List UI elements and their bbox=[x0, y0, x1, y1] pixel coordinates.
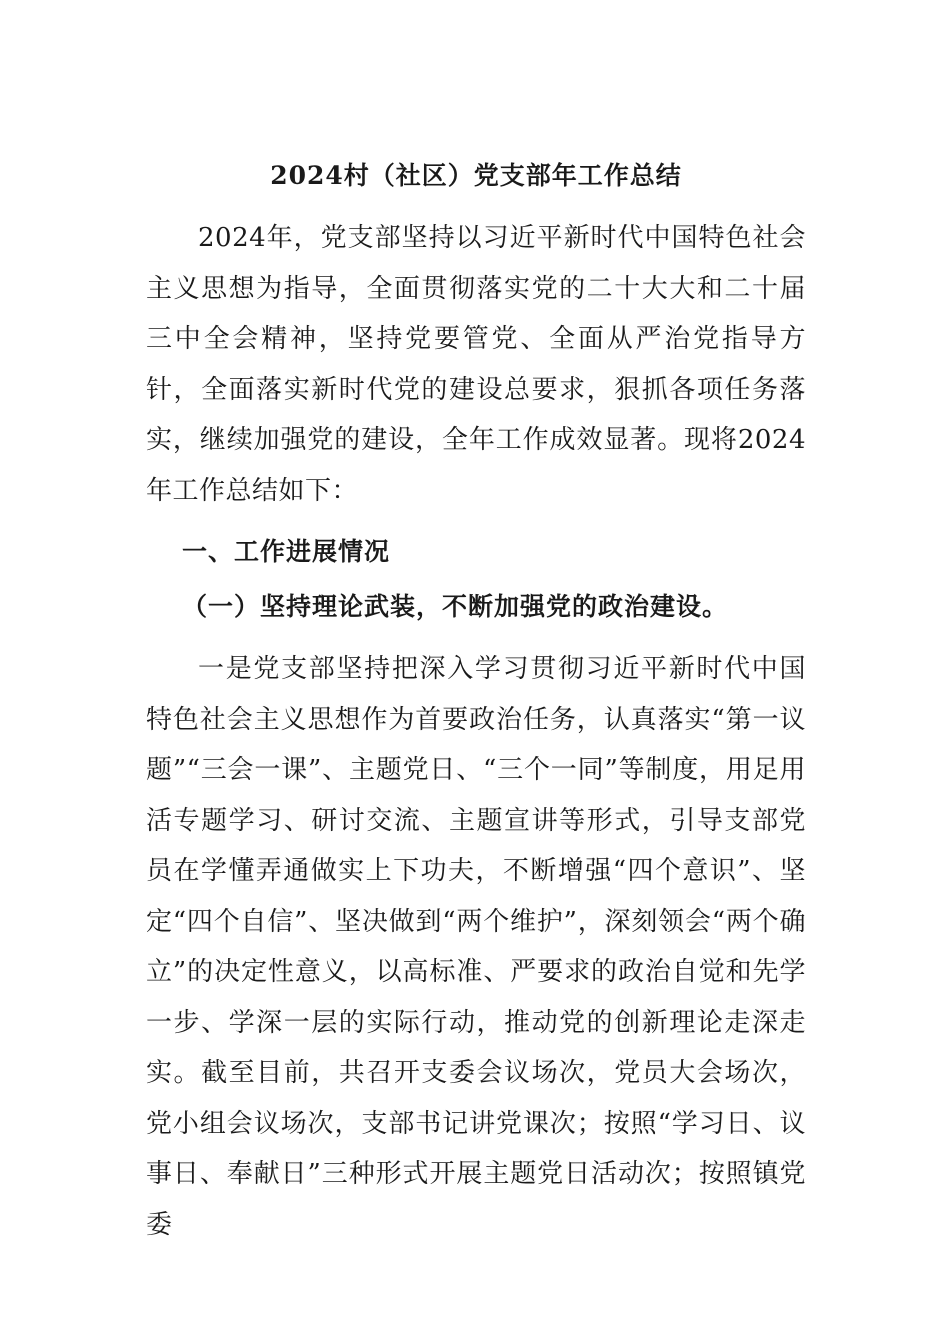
intro-paragraph: 2024年，党支部坚持以习近平新时代中国特色社会主义思想为指导，全面贯彻落实党的二十大大和二十届三中全会精神，坚持党要管党、全面从严治党指导方针，全面落实新时代党的建设总要求，狠抓各项任务落实，继续加强党的建设，全年工作成效显著。现将2024年工作总结如下： bbox=[146, 223, 806, 506]
document-title: 2024村（社区）党支部年工作总结 bbox=[270, 161, 682, 190]
subsection-heading: （一）坚持理论武装，不断加强党的政治建设。 bbox=[182, 592, 729, 621]
document-body bbox=[146, 150, 806, 1250]
section-heading: 一、工作进展情况 bbox=[182, 537, 391, 566]
body-paragraph: 一是党支部坚持把深入学习贯彻习近平新时代中国特色社会主义思想作为首要政治任务，认真落实“第一议题”“三会一课”、主题党日、“三个一同”等制度，用足用活专题学习、研讨交流、主题宣讲等形式，引导支部党员在学懂弄通做实上下功夫，不断增强“四个意识”、坚定“四个自信”、坚决做到“两个维护”，深刻领会“两个确立”的决定性意义，以高标准、严要求的政治自觉和先学一步、学深一层的实际行动，推动党的创新理论走深走实。截至目前，共召开支委会议场次，党员大会场次，党小组会议场次，支部书记讲党课次；按照“学习日、议事日、奉献日”三种形式开展主题党日活动次；按照镇党委 bbox=[146, 654, 806, 1240]
